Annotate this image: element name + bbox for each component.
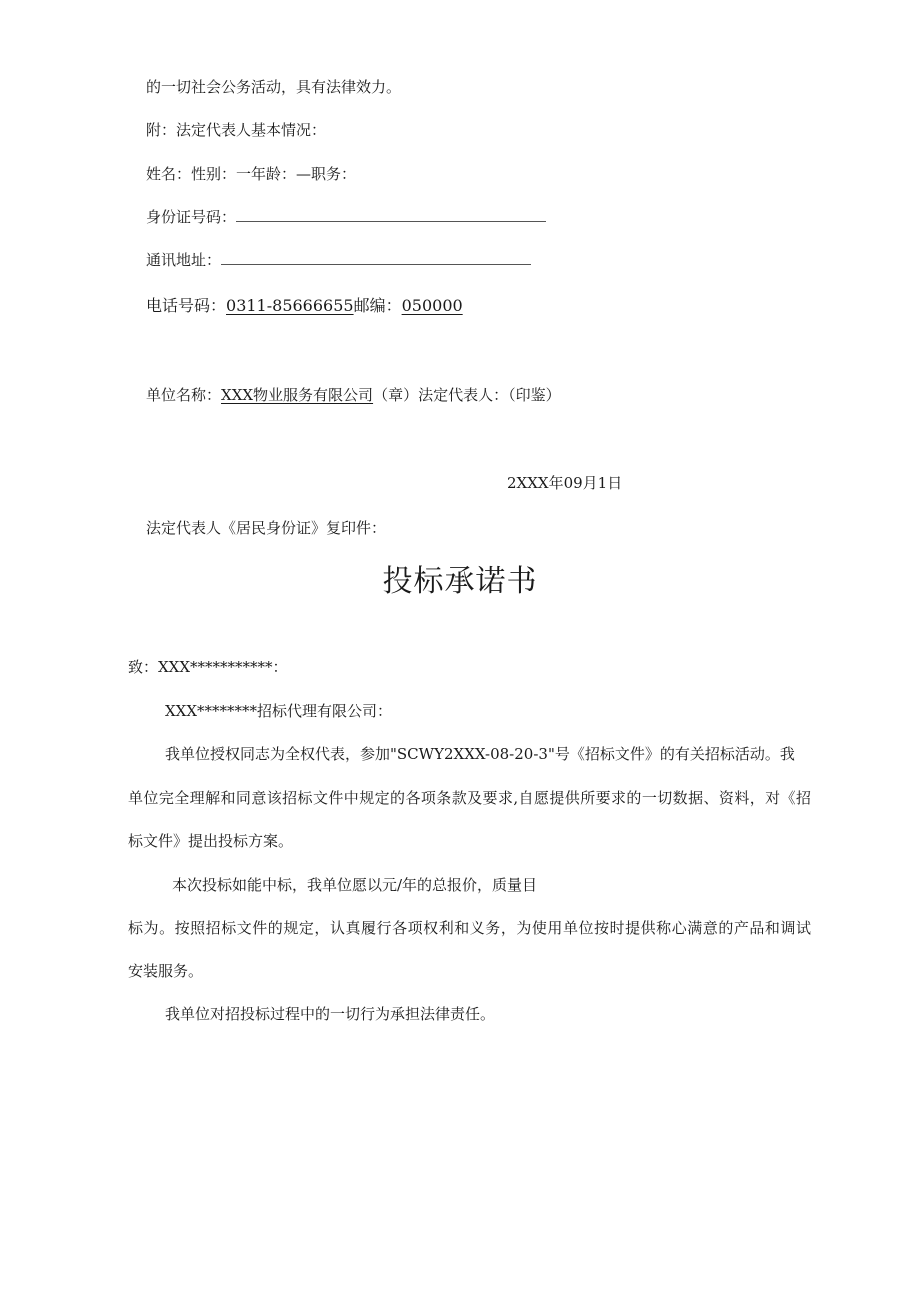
- paragraph-2-line-1: 本次投标如能中标，我单位愿以元/年的总报价，质量目: [172, 876, 538, 894]
- address-row: [146, 250, 531, 270]
- paragraph-1-line-1: 我单位授权同志为全权代表，参加"SCWY2XXX-08-20-3"号《招标文件》的有关招标活动。我: [165, 745, 795, 763]
- postcode-label: 邮编：: [353, 296, 402, 315]
- recipient-line: 致：XXX***********：: [128, 658, 288, 676]
- id-number-label: 身份证号码：: [146, 208, 237, 226]
- id-copy-label: 法定代表人《居民身份证》复印件：: [146, 519, 387, 537]
- id-number-row: [146, 207, 546, 227]
- paragraph-2-line-2: 标为。按照招标文件的规定，认真履行各项权利和义务，为使用单位按时提供称心满意的产品和调试: [128, 919, 811, 937]
- representative-basic-info: 姓名：性别：一年龄：—职务：: [146, 165, 357, 183]
- paragraph-1-line-2: 单位完全理解和同意该招标文件中规定的各项条款及要求,自愿提供所要求的一切数据、资料，对《招: [128, 789, 811, 807]
- unit-name: XXX物业服务有限公司: [221, 386, 374, 404]
- unit-row: [146, 385, 561, 405]
- postcode-value: 050000: [401, 296, 463, 315]
- attachment-heading: 附：法定代表人基本情况：: [146, 121, 327, 139]
- page-title: 投标承诺书: [382, 564, 538, 599]
- contact-row: [146, 296, 463, 316]
- paragraph-3: 我单位对招投标过程中的一切行为承担法律责任。: [165, 1005, 496, 1023]
- paragraph-2-line-3: 安装服务。: [128, 962, 204, 980]
- paragraph-1-line-3: 标文件》提出投标方案。: [128, 832, 294, 850]
- unit-label: 单位名称：: [146, 386, 222, 404]
- address-blank: [221, 250, 531, 265]
- id-number-blank: [236, 207, 546, 222]
- text-legal-effect: 的一切社会公务活动，具有法律效力。: [146, 78, 402, 96]
- phone-label: 电话号码：: [146, 296, 227, 315]
- unit-suffix: （章）法定代表人：（印鉴）: [373, 386, 561, 404]
- address-label: 通讯地址：: [146, 251, 222, 269]
- phone-value: 0311-85666655: [226, 296, 354, 315]
- signing-date: 2XXX年09月1日: [507, 474, 623, 492]
- addressee-line: XXX********招标代理有限公司：: [165, 702, 393, 720]
